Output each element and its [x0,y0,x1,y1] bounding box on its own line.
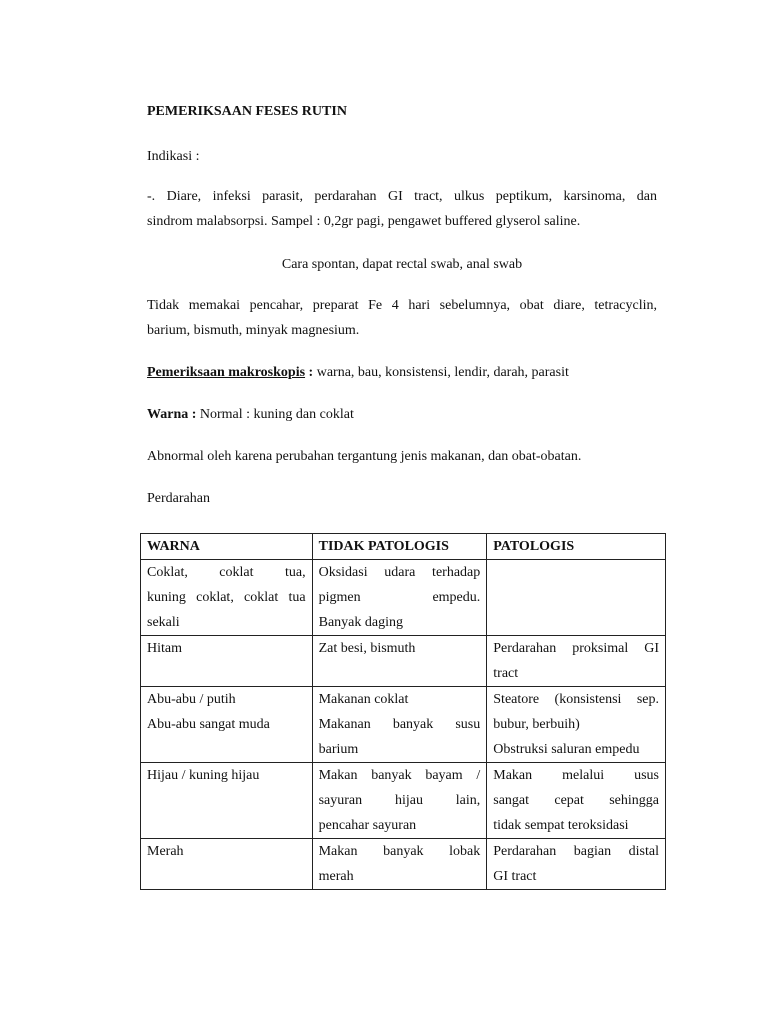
cell-line: sekali [147,615,180,630]
makroskopis-label: Pemeriksaan makroskopis [147,365,306,380]
cell-patologis [487,636,666,687]
cell-line: Makanan banyak susu [318,717,481,732]
tidak-line-2: barium, bismuth, minyak magnesium. [147,323,360,338]
cell-line: Perdarahan proksimal GI [493,641,659,656]
cell-tidak-patologis [312,560,487,636]
cell-line: Merah [147,844,184,859]
cell-warna [141,763,313,839]
cell-line: Hijau / kuning hijau [147,768,260,783]
cell-tidak-patologis [312,839,487,890]
indikasi-label: Indikasi : [147,149,200,164]
cell-tidak-patologis [312,763,487,839]
cell-line: Coklat, coklat tua, [147,565,306,580]
cell-line: kuning coklat, coklat tua [147,590,306,605]
cell-line: bubur, berbuih) [493,717,580,732]
table-row [141,636,666,687]
cell-line: Perdarahan bagian distal [493,844,659,859]
cell-line: Zat besi, bismuth [318,641,416,656]
cara-text: Cara spontan, dapat rectal swab, anal swab [281,257,523,272]
cell-line: tract [493,666,519,681]
cell-line: Banyak daging [318,615,403,630]
cell-line: Oksidasi udara terhadap [318,565,481,580]
cell-tidak-patologis [312,636,487,687]
header-warna: WARNA [141,534,313,560]
cell-line: Makan banyak lobak [318,844,481,859]
makroskopis-text: warna, bau, konsistensi, lendir, darah, parasit [313,365,569,380]
cell-line: pencahar sayuran [318,818,417,833]
cell-line: tidak sempat teroksidasi [493,818,629,833]
cell-warna [141,560,313,636]
table-row [141,763,666,839]
cell-warna [141,687,313,763]
cell-line: Makan melalui usus [493,768,659,783]
table-row [141,560,666,636]
cell-patologis [487,687,666,763]
header-patologis: PATOLOGIS [487,534,666,560]
table-row [141,839,666,890]
cell-line: Makan banyak bayam / [318,768,481,783]
cell-patologis [487,763,666,839]
indikasi-line-1: -. Diare, infeksi parasit, perdarahan GI tract, ulkus peptikum, karsinoma, dan [147,189,657,204]
indikasi-line-2: sindrom malabsorpsi. Sampel : 0,2gr pagi, pengawet buffered glyserol saline. [147,214,581,229]
table-row [141,687,666,763]
cell-line: sangat cepat sehingga [493,793,659,808]
cell-line: Hitam [147,641,182,656]
warna-label: Warna : [147,407,197,422]
cell-patologis [487,839,666,890]
table-header-row [141,534,666,560]
header-tidak-patologis: TIDAK PATOLOGIS [312,534,487,560]
tidak-line-1: Tidak memakai pencahar, preparat Fe 4 hari sebelumnya, obat diare, tetracyclin, [147,298,657,313]
warna-table [140,533,666,890]
makroskopis-colon: : [305,365,314,380]
cell-line: Abu-abu sangat muda [147,717,270,732]
document-title: PEMERIKSAAN FESES RUTIN [147,104,347,119]
abnormal-text: Abnormal oleh karena perubahan tergantung jenis makanan, dan obat-obatan. [147,449,582,464]
cell-line: merah [318,869,354,884]
cell-patologis [487,560,666,636]
cell-line: GI tract [493,869,537,884]
cell-line: Obstruksi saluran empedu [493,742,640,757]
cell-line: barium [318,742,359,757]
cell-line: Makanan coklat [318,692,409,707]
cell-line: sayuran hijau lain, [318,793,481,808]
cell-line: Abu-abu / putih [147,692,236,707]
cell-line: Steatore (konsistensi sep. [493,692,659,707]
warna-line [147,402,657,427]
warna-text: Normal : kuning dan coklat [196,407,354,422]
cell-tidak-patologis [312,687,487,763]
cell-line: pigmen empedu. [318,590,481,605]
cell-warna [141,839,313,890]
cell-warna [141,636,313,687]
makroskopis-line [147,360,657,385]
perdarahan-label: Perdarahan [147,491,210,506]
